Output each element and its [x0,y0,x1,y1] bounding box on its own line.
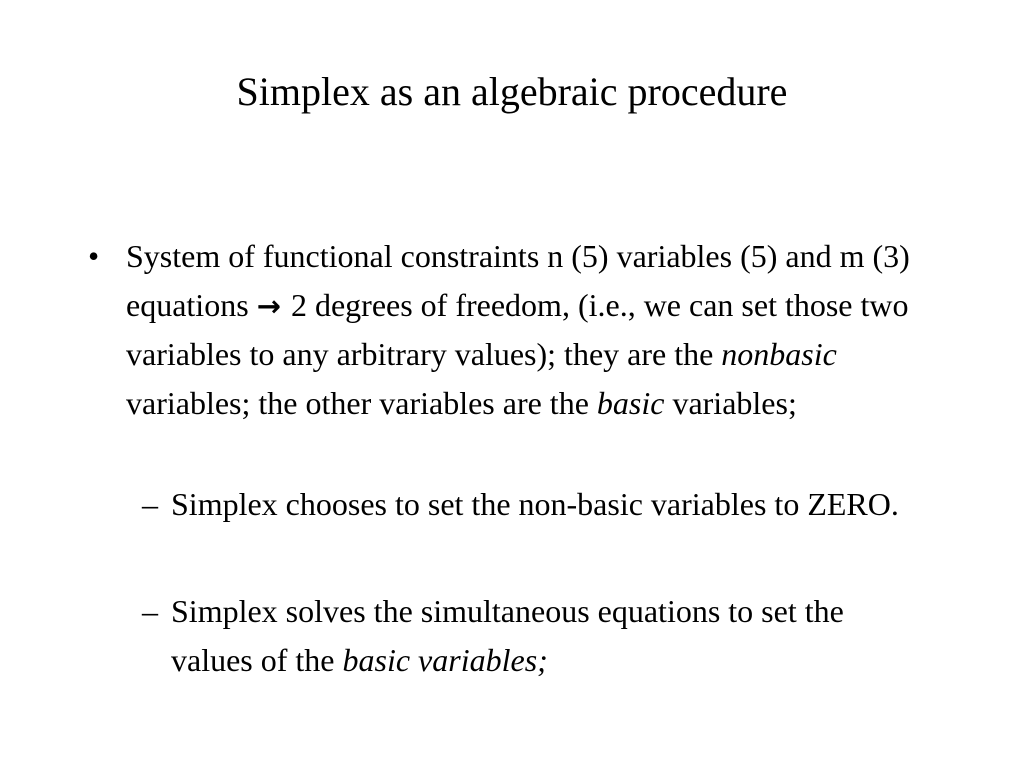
sub-bullet-marker: – [142,486,158,522]
sub-bullet-marker: – [142,593,158,629]
sub-bullet-1-text: Simplex chooses to set the non-basic variables to ZERO. [171,486,899,522]
main-bullet [88,232,946,427]
nonbasic-term: nonbasic [721,336,837,372]
bullet-text-part-3: variables; the other variables are the [126,384,597,421]
sub-bullet-2 [142,587,931,684]
bullet-text-part-2: 2 degrees of freedom, (i.e., we can set those two variables to any arbitrary values); they are the [126,286,909,372]
sub-bullet-2-text: Simplex solves the simultaneous equations to set the values of the [171,593,844,678]
bullet-marker: • [88,238,100,274]
arrow-right-icon: → [256,288,281,323]
bullet-text-part-1: System of functional constraints n (5) variables (5) and m (3) equations [126,238,910,323]
slide-title: Simplex as an algebraic procedure [236,69,788,114]
basic-term: basic [596,384,665,421]
bullet-text-part-4: variables; [664,384,797,421]
sub-bullet-1 [142,480,931,529]
basic-variables-term: basic variables; [342,641,548,678]
